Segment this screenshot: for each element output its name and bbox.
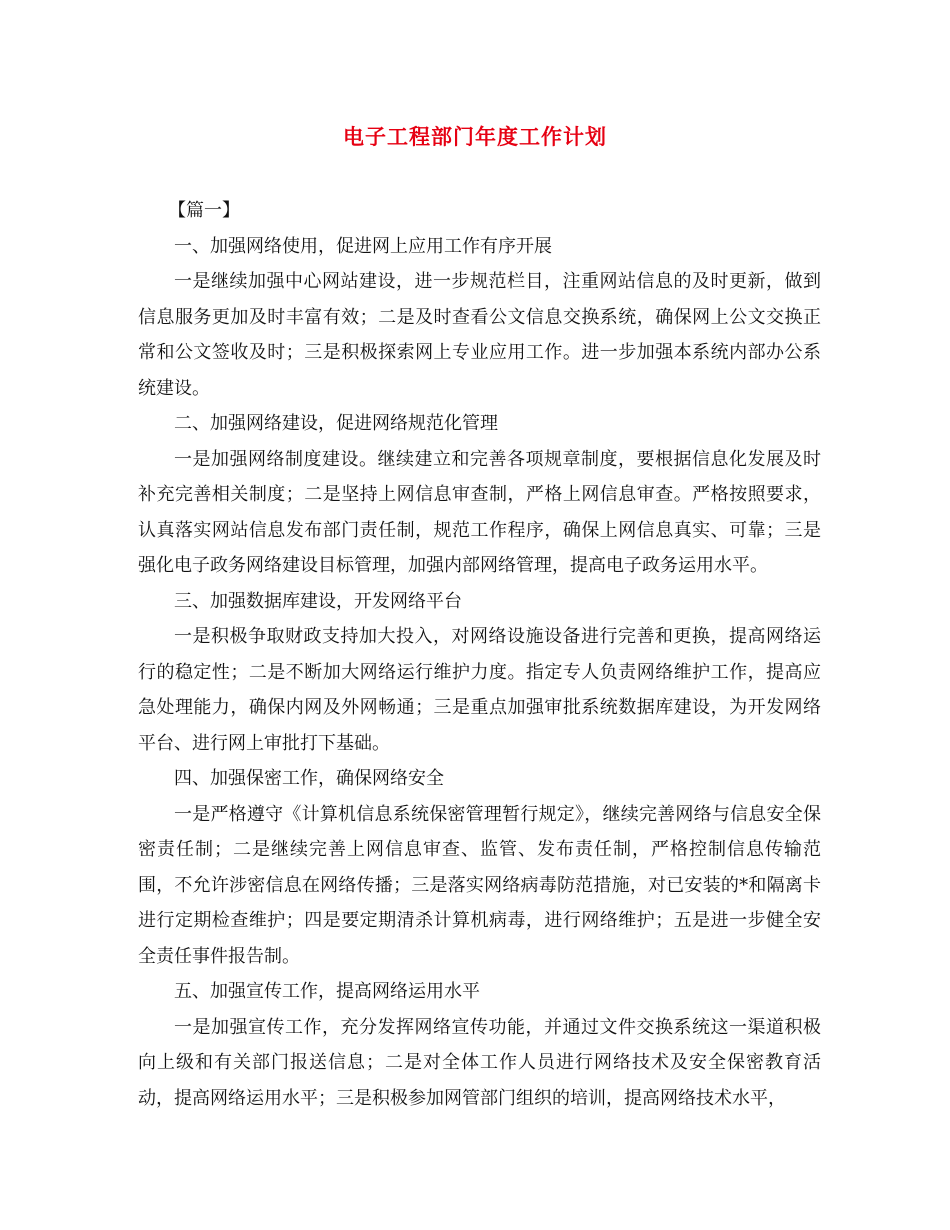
body-paragraph-5: 一是加强宣传工作，充分发挥网络宣传功能，并通过文件交换系统这一渠道积极向上级和有关部门报送信息；二是对全体工作人员进行网络技术及安全保密教育活动，提高网络运用水平；三是积极参加网管部门组织的培训，提高网络技术水平， — [138, 1016, 821, 1109]
section-label: 【篇一】 — [168, 200, 240, 221]
section-heading-2: 二、加强网络建设，促进网络规范化管理 — [174, 413, 498, 434]
document-body — [138, 193, 821, 1116]
body-paragraph-2: 一是加强网络制度建设。继续建立和完善各项规章制度，要根据信息化发展及时补充完善相关制度；二是坚持上网信息审查制，严格上网信息审查。严格按照要求，认真落实网站信息发布部门责任制，规范工作程序，确保上网信息真实、可靠；三是强化电子政务网络建设目标管理，加强内部网络管理，提高电子政务运用水平。 — [138, 448, 821, 576]
body-paragraph-3: 一是积极争取财政支持加大投入，对网络设施设备进行完善和更换，提高网络运行的稳定性；二是不断加大网络运行维护力度。指定专人负责网络维护工作，提高应急处理能力，确保内网及外网畅通；三是重点加强审批系统数据库建设，为开发网络平台、进行网上审批打下基础。 — [138, 626, 821, 754]
document-title: 电子工程部门年度工作计划 — [343, 124, 607, 149]
section-heading-5: 五、加强宣传工作，提高网络运用水平 — [174, 981, 480, 1002]
section-heading-4: 四、加强保密工作，确保网络安全 — [174, 768, 444, 789]
section-heading-3: 三、加强数据库建设，开发网络平台 — [174, 590, 462, 612]
body-paragraph-1: 一是继续加强中心网站建设，进一步规范栏目，注重网站信息的及时更新，做到信息服务更加及时丰富有效；二是及时查看公文信息交换系统，确保网上公文交换正常和公文签收及时；三是积极探索网上专业应用工作。进一步加强本系统内部办公系统建设。 — [138, 271, 821, 399]
body-paragraph-4: 一是严格遵守《计算机信息系统保密管理暂行规定》，继续完善网络与信息安全保密责任制；二是继续完善上网信息审查、监管、发布责任制，严格控制信息传输范围，不允许涉密信息在网络传播；三是落实网络病毒防范措施，对已安装的*和隔离卡进行定期检查维护；四是要定期清杀计算机病毒，进行网络维护；五是进一步健全安全责任事件报告制。 — [138, 803, 821, 967]
section-heading-1: 一、加强网络使用，促进网上应用工作有序开展 — [174, 235, 552, 257]
